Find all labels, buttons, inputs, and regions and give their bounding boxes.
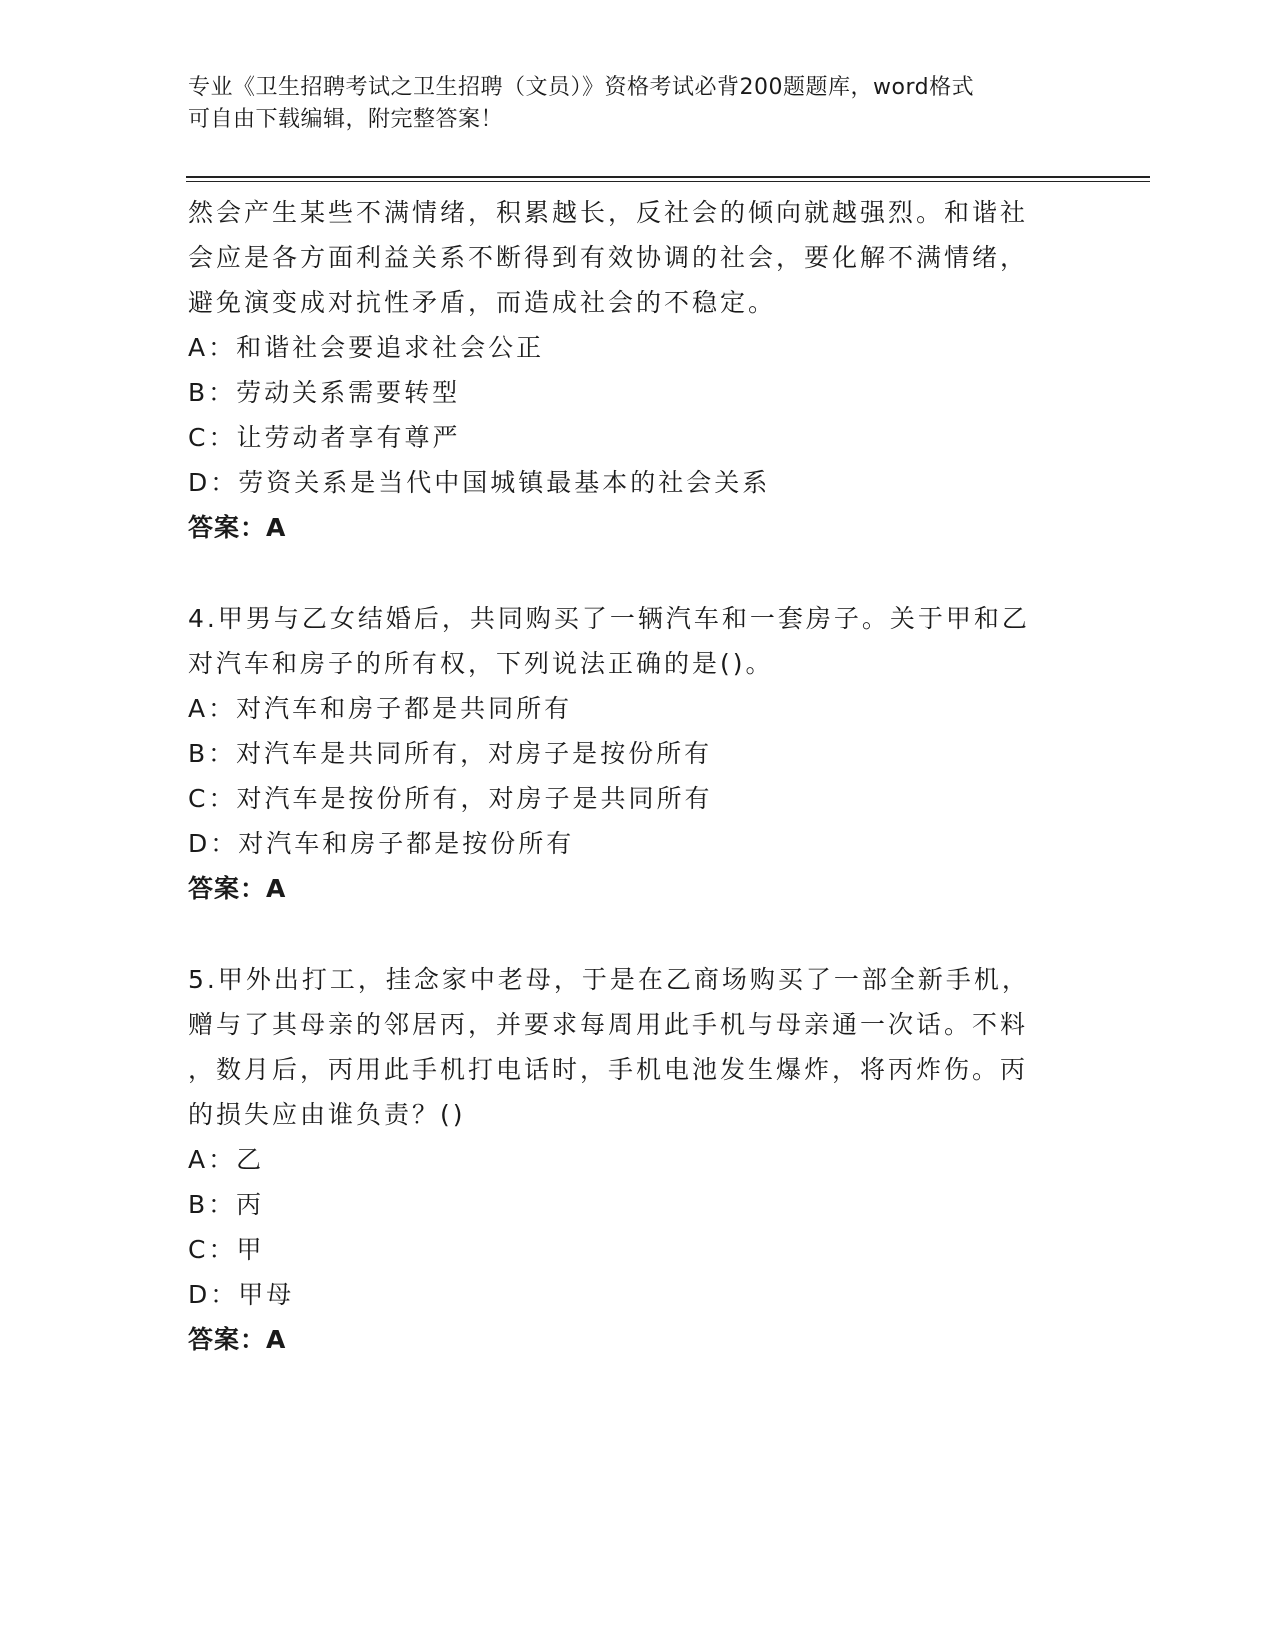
question-3-option-a: A：和谐社会要追求社会公正 <box>188 333 545 362</box>
question-5-text-line: 5.甲外出打工，挂念家中老母，于是在乙商场购买了一部全新手机， <box>188 965 1030 994</box>
spacer <box>188 550 1068 596</box>
question-4-option-d: D：对汽车和房子都是按份所有 <box>188 829 575 858</box>
question-3-option-c: C：让劳动者享有尊严 <box>188 423 461 452</box>
question-5-option-b: B：丙 <box>188 1190 265 1219</box>
header-rule-thick <box>186 176 1150 178</box>
spacer <box>188 911 1068 957</box>
question-3-text-line: 然会产生某些不满情绪，积累越长，反社会的倾向就越强烈。和谐社 <box>188 198 1029 227</box>
question-5-option-d: D：甲母 <box>188 1280 295 1309</box>
question-4-option-c: C：对汽车是按份所有，对房子是共同所有 <box>188 784 713 813</box>
document-header <box>188 72 1068 136</box>
question-4-text-line: 4.甲男与乙女结婚后，共同购买了一辆汽车和一套房子。关于甲和乙 <box>188 604 1030 633</box>
question-3-text-line: 避免演变成对抗性矛盾，而造成社会的不稳定。 <box>188 288 777 317</box>
question-4-option-b: B：对汽车是共同所有，对房子是按份所有 <box>188 739 713 768</box>
question-3 <box>188 190 1068 550</box>
header-line-2: 可自由下载编辑，附完整答案！ <box>188 107 504 132</box>
question-5-option-a: A：乙 <box>188 1145 265 1174</box>
question-4-text-line: 对汽车和房子的所有权，下列说法正确的是()。 <box>188 649 774 678</box>
question-5 <box>188 957 1068 1362</box>
question-3-text-line: 会应是各方面利益关系不断得到有效协调的社会，要化解不满情绪， <box>188 243 1029 272</box>
question-4 <box>188 596 1068 911</box>
question-5-option-c: C：甲 <box>188 1235 265 1264</box>
question-5-text-line: 赠与了其母亲的邻居丙，并要求每周用此手机与母亲通一次话。不料 <box>188 1010 1029 1039</box>
document-body <box>188 190 1068 1362</box>
header-rule-thin <box>186 181 1150 182</box>
question-3-option-d: D：劳资关系是当代中国城镇最基本的社会关系 <box>188 468 771 497</box>
question-5-answer: 答案：A <box>188 1325 287 1354</box>
question-5-text-line: ，数月后，丙用此手机打电话时，手机电池发生爆炸，将丙炸伤。丙 <box>188 1055 1029 1084</box>
question-4-answer: 答案：A <box>188 874 287 903</box>
question-3-option-b: B：劳动关系需要转型 <box>188 378 461 407</box>
question-5-text-line: 的损失应由谁负责？() <box>188 1100 466 1129</box>
question-4-option-a: A：对汽车和房子都是共同所有 <box>188 694 573 723</box>
question-3-answer: 答案：A <box>188 513 287 542</box>
header-line-1: 专业《卫生招聘考试之卫生招聘（文员）》资格考试必背200题题库，word格式 <box>188 75 975 100</box>
